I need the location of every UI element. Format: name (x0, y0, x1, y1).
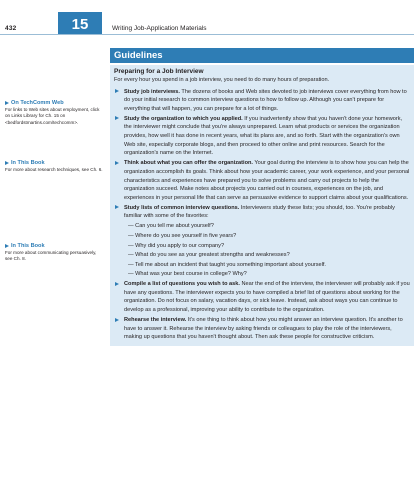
item-heading: Compile a list of questions you wish to ask. (124, 281, 240, 288)
item-text: Interviewers study these lists; you should, too. You're probably familiar with some of the favorites: (124, 204, 395, 220)
guideline-item (110, 159, 414, 202)
item-text: If you inadvertently show that you haven't done your homework, the interviewer might conclude that you're always unprepared. Learn what products or services the organization provides, how well it has done in recent years, what its plans are, and so forth. Start with the organization's own Web site, especially corporate blogs, and then proceed to other online and print resources. Search for the organization's name on the Internet. (124, 115, 403, 157)
margin-note-head: In This Book (11, 243, 45, 249)
chapter-number: 15 (58, 12, 102, 34)
guideline-item (110, 204, 414, 221)
item-heading: Think about what you can offer the organization. (124, 160, 253, 167)
interview-question: — Why did you apply to our company? (128, 242, 225, 249)
item-heading: Rehearse the interview. (124, 316, 187, 323)
interview-question: — Can you tell me about yourself? (128, 223, 214, 230)
bullet-icon (115, 161, 119, 165)
item-text: Your goal during the interview is to show how you can help the organization accomplish its goals. Think about how your academic career, your work experience, and your personal characteristics and experiences have prepared you to solve problems and carry out projects to help the organization succeed. Make notes about projects you carried out in courses, experiences on the job, and experiences in your personal life that can serve as persuasive evidence to support claims about your qualifications. (124, 160, 410, 201)
item-text: It's one thing to think about how you might answer an interview question. It's another to have to answer it. Rehearse the interview by asking friends or colleagues to play the role of the interviewers, making up questions that you haven't thought about. Then ask these people for constructive criticism. (124, 316, 403, 341)
margin-note-body: For more about communicating persuasively, see Ch. 8. (5, 250, 97, 262)
margin-note-head: On TechComm Web (11, 100, 64, 106)
guideline-item (110, 88, 414, 114)
margin-note-head: In This Book (11, 160, 45, 166)
section-title: Preparing for a Job Interview (114, 68, 204, 75)
chapter-title: Writing Job-Application Materials (112, 25, 207, 32)
header-rule (0, 34, 414, 35)
guideline-item (110, 280, 414, 315)
guideline-item (110, 316, 414, 342)
bullet-icon (115, 116, 119, 120)
item-heading: Study job interviews. (124, 88, 180, 95)
interview-question: — Tell me about an incident that taught you something important about yourself. (128, 261, 326, 268)
guidelines-banner: Guidelines (110, 48, 414, 63)
interview-question: — Where do you see yourself in five years? (128, 232, 237, 239)
intro-text: For every hour you spend in a job interview, you need to do many hours of preparation. (114, 77, 330, 83)
guideline-item (110, 115, 414, 158)
margin-note-research (5, 160, 103, 173)
interview-question: — What do you see as your greatest strengths and weaknesses? (128, 252, 290, 259)
page-number: 432 (5, 25, 17, 32)
margin-note-persuasive (5, 243, 103, 263)
arrow-icon (5, 161, 9, 165)
margin-note-body: For more about research techniques, see Ch. 6. (5, 167, 103, 172)
item-text: The dozens of books and Web sites devoted to job interviews cover everything from how to do your initial research to common interview questions to how to follow up. Although you can't prepare for everything that will happen, you can prepare for a lot of things. (124, 88, 407, 112)
item-heading: Study the organization to which you applied. (124, 115, 243, 122)
bullet-icon (115, 282, 119, 286)
interview-question: — What was your best course in college? Why? (128, 271, 247, 278)
page-header (0, 0, 414, 34)
bullet-icon (115, 318, 119, 322)
item-heading: Study lists of common interview questions. (124, 204, 240, 211)
bullet-icon (115, 205, 119, 209)
guidelines-panel (110, 65, 414, 346)
margin-note-techcomm (5, 100, 103, 126)
bullet-icon (115, 89, 119, 93)
item-text: Near the end of the interview, the interviewer will probably ask if you have any questions. The interviewer expects you to have compiled a brief list of questions about working for the organization. Do not focus on salary, vacation days, or sick leave. Instead, ask about ways you can continue to develop as a professional, improving your ability to contribute to the organization. (124, 281, 410, 314)
arrow-icon (5, 101, 9, 105)
arrow-icon (5, 244, 9, 248)
margin-note-body[interactable]: For links to Web sites about employment, click on Links Library for Ch. 15 on <bedfordstmartins.com/techcomm>. (5, 107, 100, 125)
